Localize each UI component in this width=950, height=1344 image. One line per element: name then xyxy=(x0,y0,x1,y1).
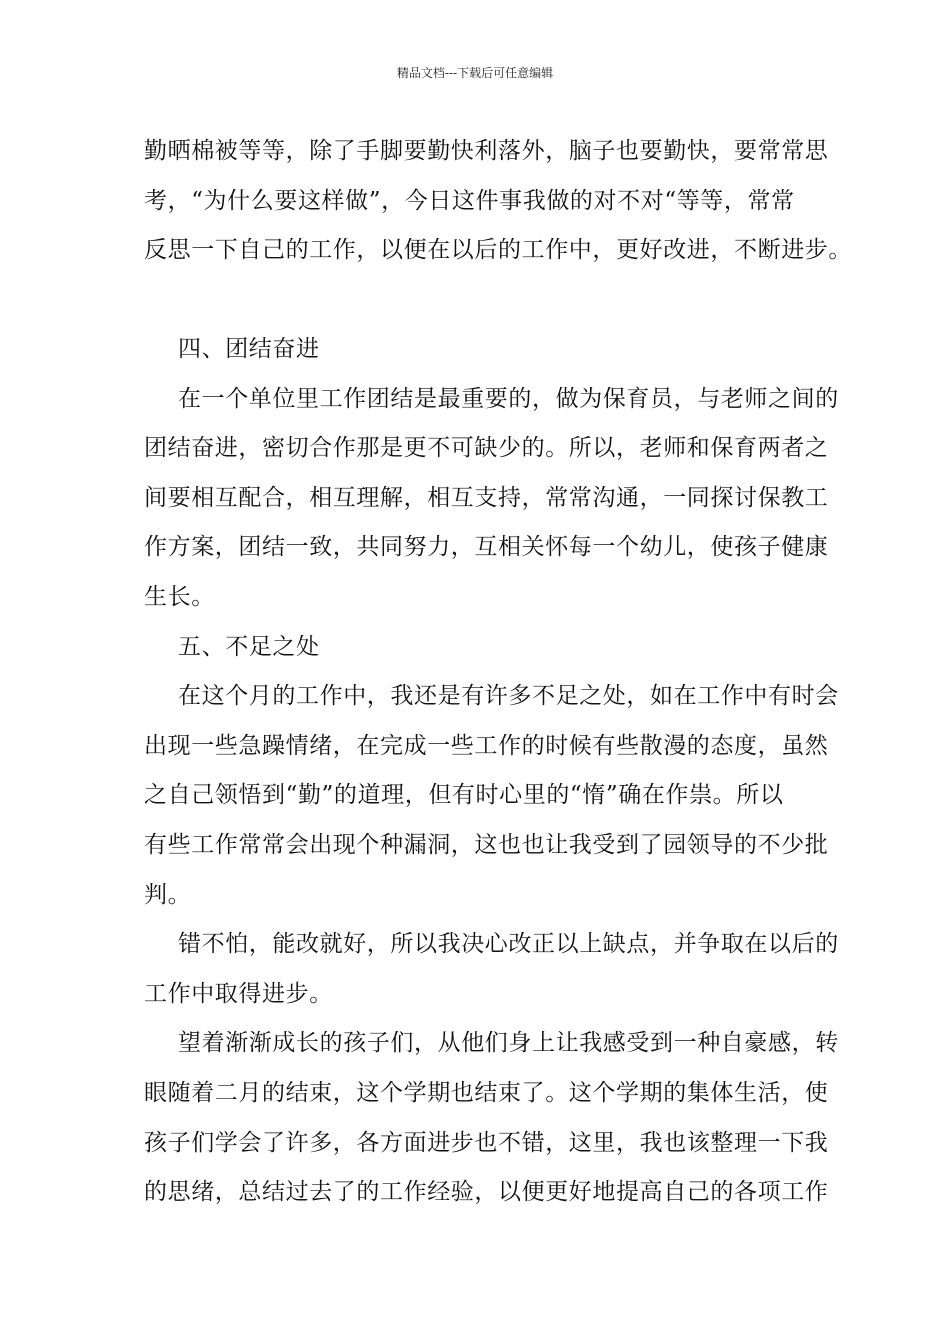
section-heading-unity: 四、团结奋进 xyxy=(178,336,320,362)
text-line: 在这个月的工作中，我还是有许多不足之处，如在工作中有时会 xyxy=(178,683,839,710)
text-line: 孩子们学会了许多，各方面进步也不错，这里，我也该整理一下我 xyxy=(144,1129,829,1156)
paragraph-diligence-continued xyxy=(144,127,852,276)
page-header: 精品文档---下载后可任意编辑 xyxy=(396,66,554,80)
text-line: 之自己领悟到“勤”的道理，但有时心里的“惰”确在作祟。所以 xyxy=(144,782,784,809)
text-line: 在一个单位里工作团结是最重要的，做为保育员，与老师之间的 xyxy=(178,385,839,412)
text-line: 间要相互配合，相互理解，相互支持，常常沟通，一同探讨保教工 xyxy=(144,484,829,511)
text-line: 生长。 xyxy=(144,583,215,610)
text-line: 眼随着二月的结束，这个学期也结束了。这个学期的集体生活，使 xyxy=(144,1079,829,1106)
text-line: 错不怕，能改就好，所以我决心改正以上缺点，并争取在以后的 xyxy=(178,931,839,958)
text-line: 勤晒棉被等等，除了手脚要勤快利落外，脑子也要勤快，要常常思 xyxy=(144,138,829,164)
text-line: 望着渐渐成长的孩子们，从他们身上让我感受到一种自豪感，转 xyxy=(178,1030,839,1057)
text-line: 出现一些急躁情绪，在完成一些工作的时候有些散漫的态度，虽然 xyxy=(144,732,829,759)
text-line: 判。 xyxy=(144,881,192,908)
text-line: 作方案，团结一致，共同努力，互相关怀每一个幼儿，使孩子健康 xyxy=(144,534,829,561)
text-line: 工作中取得进步。 xyxy=(144,980,333,1007)
section-heading-shortcomings: 五、不足之处 xyxy=(178,633,320,660)
main-body xyxy=(144,325,839,1218)
text-line: 的思绪，总结过去了的工作经验，以便更好地提高自己的各项工作 xyxy=(144,1179,829,1206)
text-line: 有些工作常常会出现个种漏洞，这也也让我受到了园领导的不少批 xyxy=(144,831,829,858)
text-line: 团结奋进，密切合作那是更不可缺少的。所以，老师和保育两者之 xyxy=(144,435,829,462)
text-line: 反思一下自己的工作，以便在以后的工作中，更好改进，不断进步。 xyxy=(144,237,852,264)
text-line: 考，“为什么要这样做”，今日这件事我做的对不对“等等，常常 xyxy=(144,187,795,214)
